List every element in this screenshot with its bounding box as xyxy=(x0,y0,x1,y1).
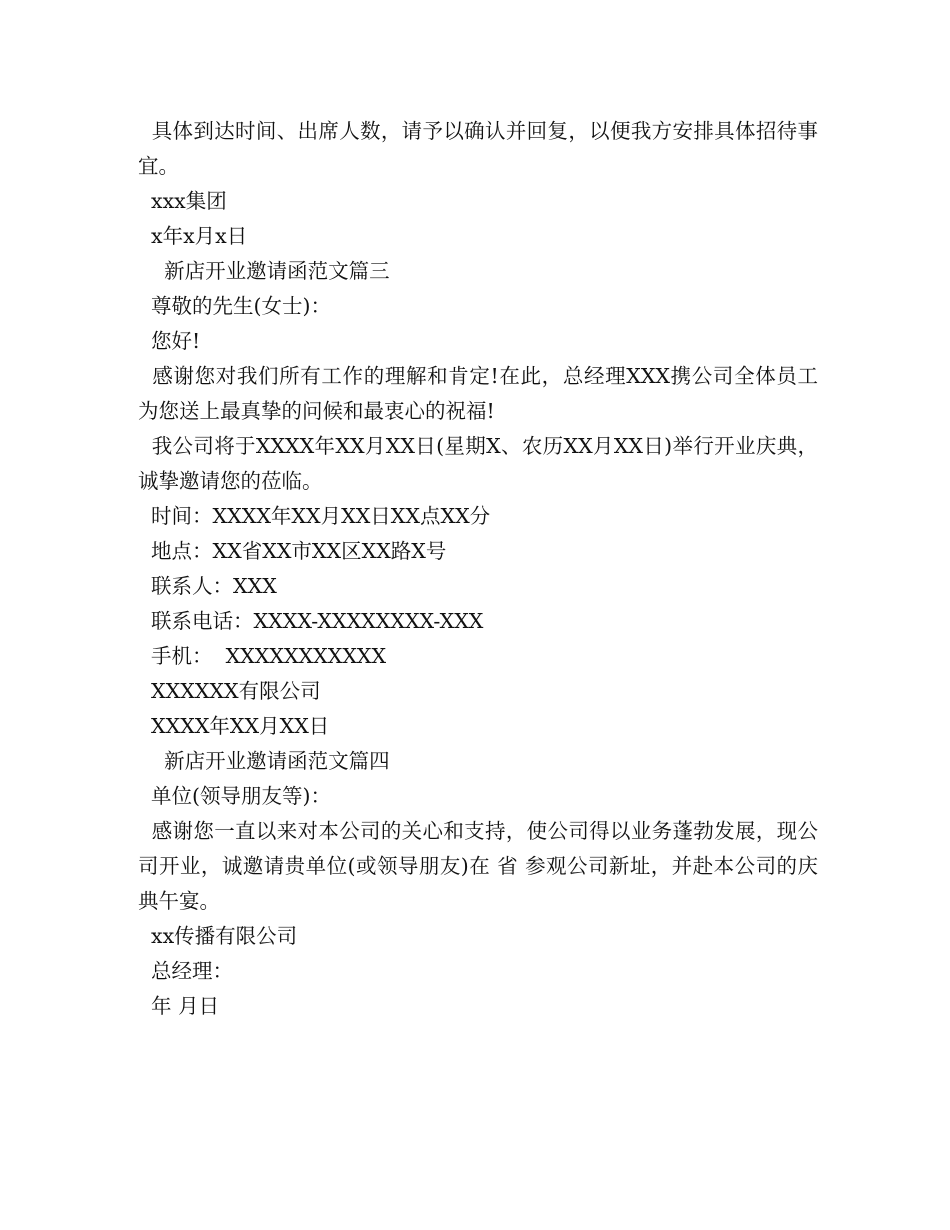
salutation-2: 单位(领导朋友等)： xyxy=(138,784,332,808)
paragraph-invitation: 我公司将于XXXX年XX月XX日(星期X、农历XX月XX日)举行开业庆典，诚挚邀请您的莅临。 xyxy=(138,434,818,493)
paragraph-arrival-confirmation: 具体到达时间、出席人数，请予以确认并回复，以便我方安排具体招待事宜。 xyxy=(138,119,818,178)
greeting: 您好! xyxy=(138,329,201,353)
contact-person: 联系人：XXX xyxy=(138,574,277,598)
mobile-phone: 手机： XXXXXXXXXXX xyxy=(138,644,387,668)
document-body xyxy=(138,114,818,1024)
signature-date-3: 年 月日 xyxy=(138,994,220,1018)
signature-company: xxx集团 xyxy=(138,189,227,213)
signature-manager: 总经理： xyxy=(138,959,234,983)
signature-company-3: xx传播有限公司 xyxy=(138,924,298,948)
salutation: 尊敬的先生(女士)： xyxy=(138,294,332,318)
signature-date-2: XXXX年XX月XX日 xyxy=(138,714,330,738)
signature-company-2: XXXXXX有限公司 xyxy=(138,679,321,703)
signature-date: x年x月x日 xyxy=(138,224,248,248)
section-heading-part-four: 新店开业邀请函范文篇四 xyxy=(138,749,390,773)
paragraph-thanks: 感谢您对我们所有工作的理解和肯定!在此，总经理XXX携公司全体员工为您送上最真挚的问候和最衷心的祝福! xyxy=(138,364,818,423)
event-time: 时间：XXXX年XX月XX日XX点XX分 xyxy=(138,504,491,528)
event-location: 地点：XX省XX市XX区XX路X号 xyxy=(138,539,447,563)
section-heading-part-three: 新店开业邀请函范文篇三 xyxy=(138,259,390,283)
contact-phone: 联系电话：XXXX-XXXXXXXX-XXX xyxy=(138,609,484,633)
paragraph-invitation-2: 感谢您一直以来对本公司的关心和支持，使公司得以业务蓬勃发展，现公司开业，诚邀请贵单位(或领导朋友)在 省 参观公司新址，并赴本公司的庆典午宴。 xyxy=(138,819,818,913)
